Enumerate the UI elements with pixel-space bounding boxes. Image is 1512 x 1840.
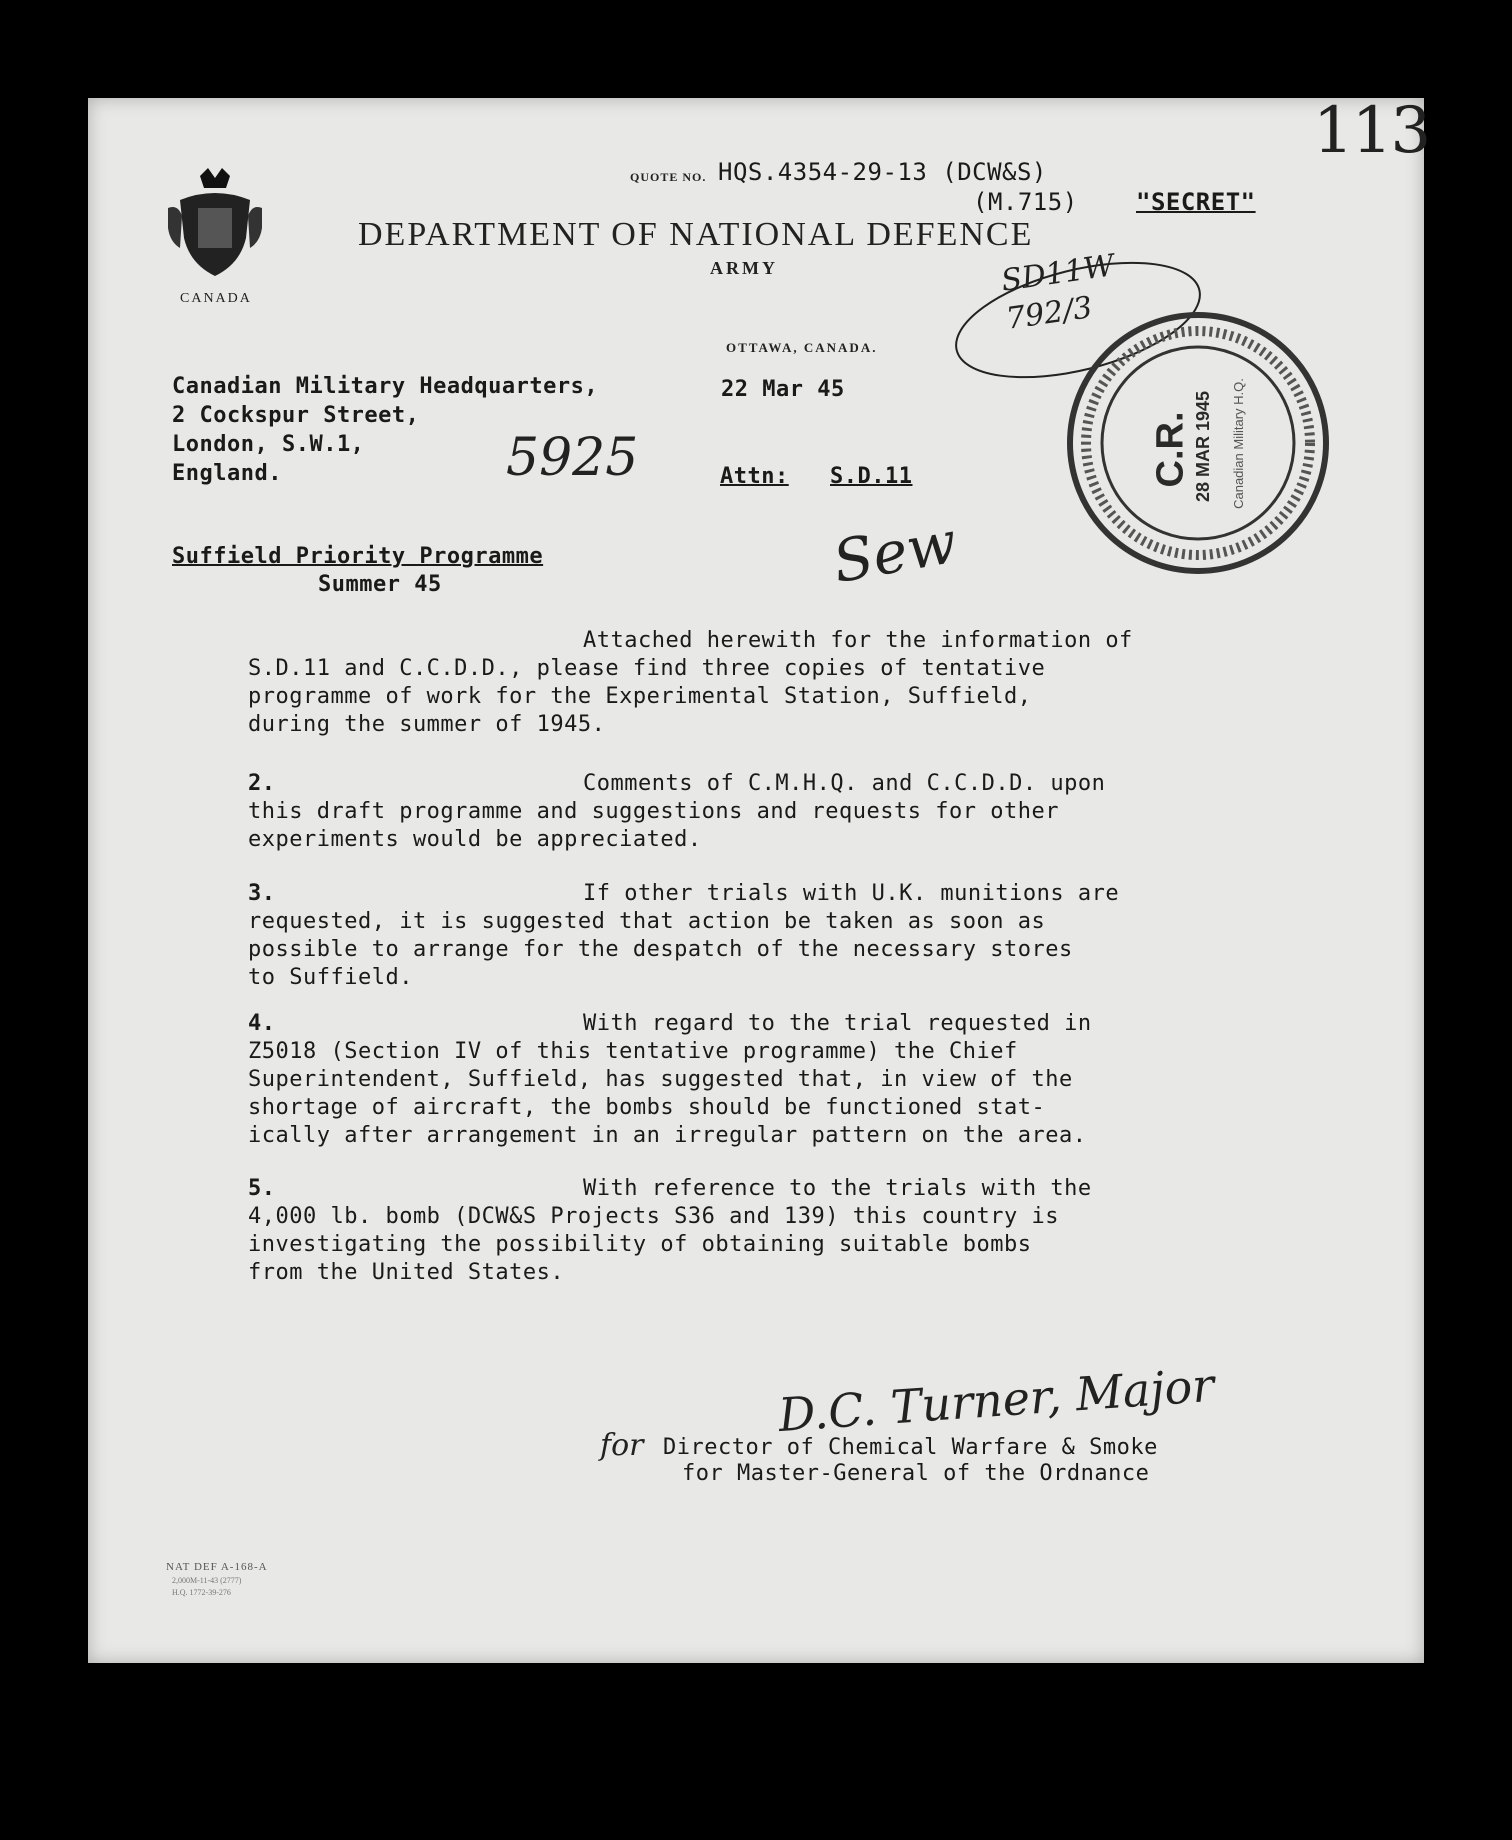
for-note: for: [600, 1428, 644, 1463]
page-number: 113: [1313, 94, 1430, 168]
secondary-reference: (M.715): [973, 188, 1078, 216]
emblem-caption: CANADA: [180, 291, 252, 306]
quote-label: QUOTE NO.: [630, 170, 707, 184]
paragraph-number: 5.: [248, 1176, 276, 1201]
body-line: possible to arrange for the despatch of the necessary stores: [248, 937, 1073, 962]
body-line: ically after arrangement in an irregular pattern on the area.: [248, 1123, 1087, 1148]
body-line: to Suffield.: [248, 965, 413, 990]
stamp-side-text: Canadian Military H.Q.: [1230, 378, 1246, 509]
department-title: DEPARTMENT OF NATIONAL DEFENCE: [358, 216, 1034, 253]
body-line: With regard to the trial requested in: [583, 1011, 1092, 1036]
body-line: investigating the possibility of obtaining suitable bombs: [248, 1232, 1032, 1257]
body-line: S.D.11 and C.C.D.D., please find three copies of tentative: [248, 656, 1046, 681]
body-line: Z5018 (Section IV of this tentative programme) the Chief: [248, 1039, 1018, 1064]
quote-reference: HQS.4354-29-13 (DCW&S): [718, 158, 1047, 186]
form-hq-code: H.Q. 1772-39-276: [172, 1588, 231, 1597]
body-line: programme of work for the Experimental Station, Suffield,: [248, 684, 1032, 709]
form-print-code: 2,000M-11-43 (2777): [172, 1576, 242, 1585]
body-line: experiments would be appreciated.: [248, 827, 702, 852]
closing-line-2: for Master-General of the Ordnance: [682, 1461, 1150, 1486]
closing-line-1: Director of Chemical Warfare & Smoke: [663, 1435, 1158, 1460]
document-page: [88, 94, 1430, 1663]
body-line: this draft programme and suggestions and requests for other: [248, 799, 1059, 824]
paragraph-number: 2.: [248, 771, 276, 796]
handwritten-number: 5925: [506, 428, 639, 488]
address-line-2: 2 Cockspur Street,: [172, 403, 420, 428]
body-line: during the summer of 1945.: [248, 712, 606, 737]
location-line: OTTAWA, CANADA.: [726, 340, 878, 355]
attn-label: Attn:: [720, 464, 789, 489]
branch-title: ARMY: [710, 258, 778, 278]
body-line: requested, it is suggested that action be taken as soon as: [248, 909, 1046, 934]
address-line-1: Canadian Military Headquarters,: [172, 374, 599, 399]
body-line: Comments of C.M.H.Q. and C.C.D.D. upon: [583, 771, 1106, 796]
body-line: With reference to the trials with the: [583, 1176, 1092, 1201]
subject-subtitle: Summer 45: [318, 572, 442, 597]
stamp-letters: C.R.: [1149, 411, 1192, 488]
signature: D.C. Turner, Major: [776, 1357, 1216, 1443]
file-note-line2: 792/3: [1003, 290, 1095, 337]
body-line: from the United States.: [248, 1260, 565, 1285]
body-line: shortage of aircraft, the bombs should be functioned stat-: [248, 1095, 1046, 1120]
file-note-line1: SD11W: [999, 248, 1117, 299]
body-line: Superintendent, Suffield, has suggested that, in view of the: [248, 1067, 1073, 1092]
paragraph-number: 4.: [248, 1011, 276, 1036]
coat-of-arms-icon: [160, 168, 270, 283]
body-line: Attached herewith for the information of: [583, 628, 1133, 653]
form-number: NAT DEF A-168-A: [166, 1561, 268, 1573]
address-line-4: England.: [172, 461, 282, 486]
classification-label: "SECRET": [1136, 188, 1256, 216]
letter-date: 22 Mar 45: [721, 377, 845, 402]
subject-title: Suffield Priority Programme: [172, 544, 544, 569]
attn-value: S.D.11: [830, 464, 913, 489]
stamp-date: 28 MAR 1945: [1193, 390, 1214, 503]
handwritten-initials: Sew: [828, 507, 962, 597]
paragraph-number: 3.: [248, 881, 276, 906]
body-line: 4,000 lb. bomb (DCW&S Projects S36 and 139) this country is: [248, 1204, 1059, 1229]
body-line: If other trials with U.K. munitions are: [583, 881, 1120, 906]
address-line-3: London, S.W.1,: [172, 432, 365, 457]
